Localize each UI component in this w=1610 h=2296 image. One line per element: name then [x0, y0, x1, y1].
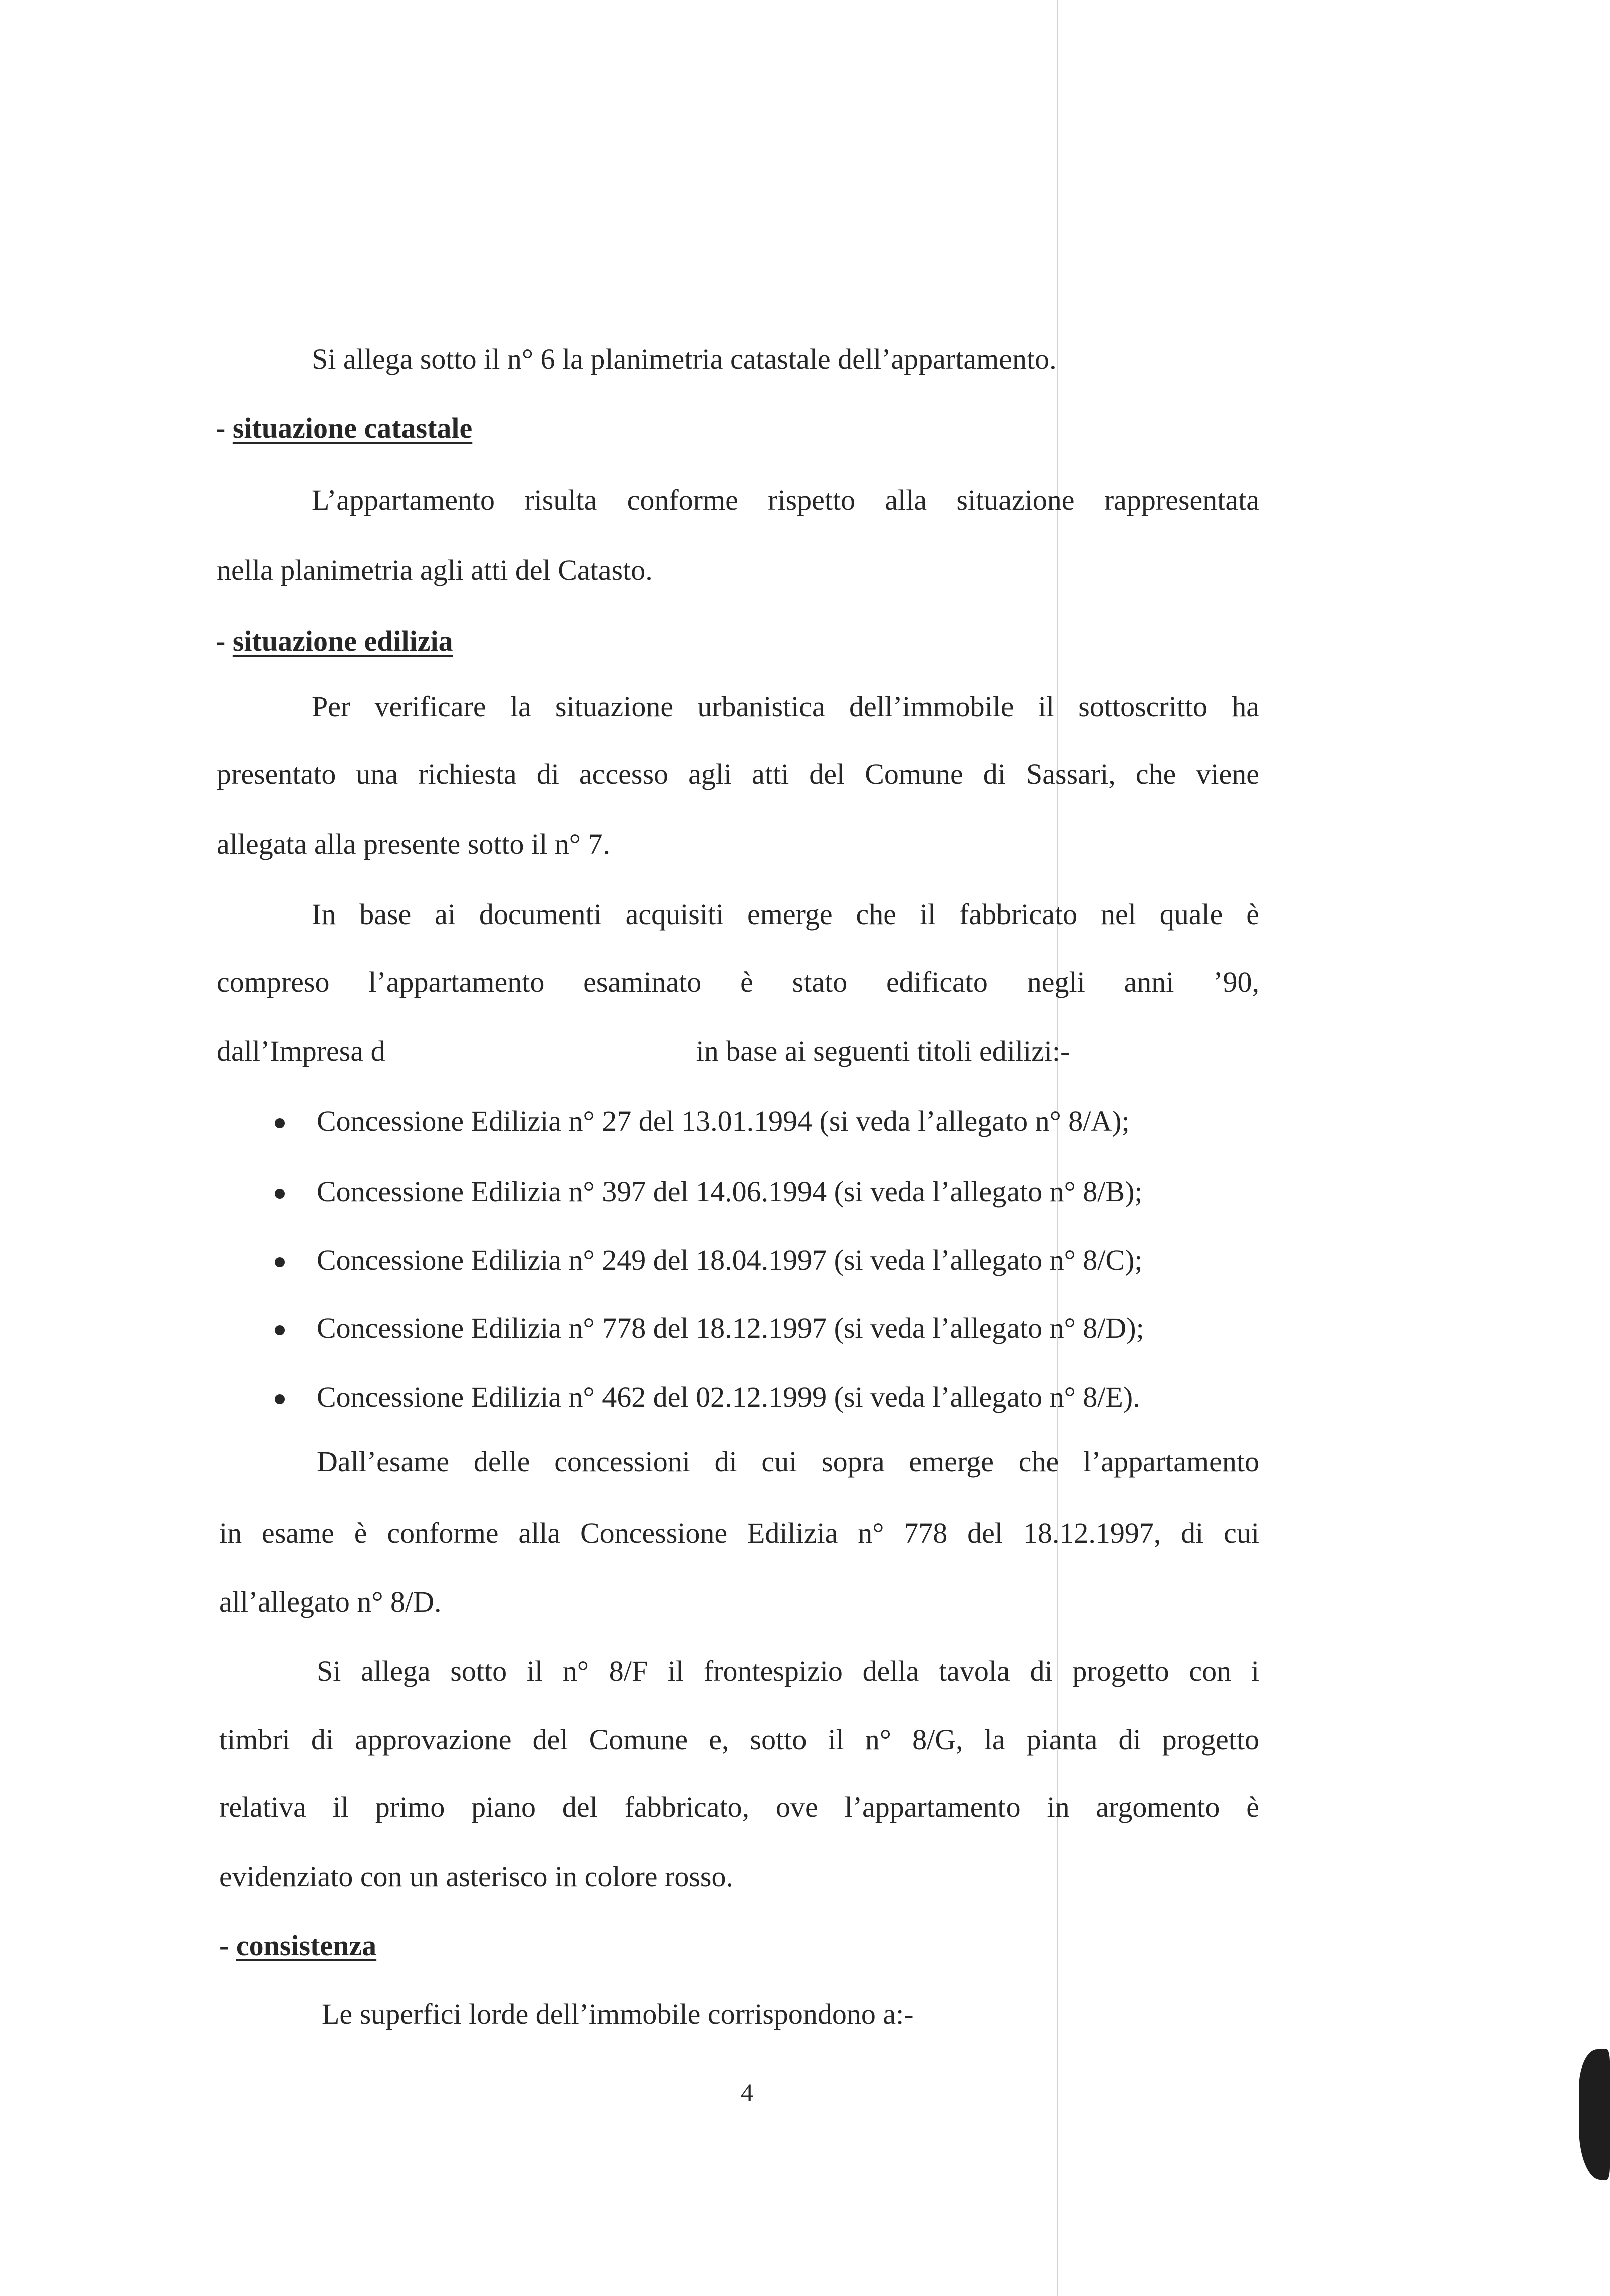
allega-line-2: timbri di approvazione del Comune e, sotto il n° 8/G, la pianta di progetto [219, 1723, 1259, 1756]
esame-line-1: Dall’esame delle concessioni di cui sopra emerge che l’appartamento [317, 1445, 1259, 1478]
edilizia-line-1: Per verificare la situazione urbanistica dell’immobile il sottoscritto ha [312, 690, 1259, 723]
heading-situazione-catastale: - situazione catastale [216, 412, 473, 444]
base-line-3: dall’Impresa d in base ai seguenti titoli edilizi:- [217, 1035, 1070, 1067]
bullet-icon [275, 1394, 285, 1404]
concessione-item-5: Concessione Edilizia n° 462 del 02.12.1999 (si veda l’allegato n° 8/E). [317, 1381, 1140, 1413]
bullet-icon [275, 1325, 285, 1335]
esame-line-2: in esame è conforme alla Concessione Edilizia n° 778 del 18.12.1997, di cui [219, 1517, 1259, 1549]
bullet-icon [275, 1257, 285, 1267]
concessione-item-3: Concessione Edilizia n° 249 del 18.04.1997 (si veda l’allegato n° 8/C); [317, 1244, 1143, 1276]
bullet-icon [275, 1189, 285, 1199]
edilizia-line-3: allegata alla presente sotto il n° 7. [217, 828, 610, 860]
allega-line-4: evidenziato con un asterisco in colore rosso. [219, 1860, 733, 1893]
catastale-line-2: nella planimetria agli atti del Catasto. [217, 554, 653, 586]
edilizia-line-2: presentato una richiesta di accesso agli atti del Comune di Sassari, che viene [217, 758, 1259, 790]
scan-edge-mark [1579, 2049, 1610, 2180]
concessione-item-1: Concessione Edilizia n° 27 del 13.01.1994 (si veda l’allegato n° 8/A); [317, 1105, 1130, 1137]
superfici-line: Le superfici lorde dell’immobile corrispondono a:- [322, 1998, 914, 2030]
heading-consistenza: - consistenza [219, 1929, 377, 1962]
base-line-2: compreso l’appartamento esaminato è stato edificato negli anni ’90, [217, 966, 1259, 998]
page-number: 4 [741, 2078, 753, 2106]
concessione-item-2: Concessione Edilizia n° 397 del 14.06.1994 (si veda l’allegato n° 8/B); [317, 1175, 1143, 1208]
heading-situazione-edilizia: - situazione edilizia [216, 625, 453, 657]
esame-line-3: all’allegato n° 8/D. [219, 1585, 442, 1618]
scan-fold-line [1057, 0, 1058, 2296]
allega-line-1: Si allega sotto il n° 8/F il frontespizio della tavola di progetto con i [317, 1655, 1259, 1687]
allega-line-3: relativa il primo piano del fabbricato, ove l’appartamento in argomento è [219, 1791, 1259, 1823]
paragraph-planimetria: Si allega sotto il n° 6 la planimetria catastale dell’appartamento. [312, 343, 1057, 375]
concessione-item-4: Concessione Edilizia n° 778 del 18.12.1997 (si veda l’allegato n° 8/D); [317, 1312, 1144, 1344]
bullet-icon [275, 1118, 285, 1128]
base-line-1: In base ai documenti acquisiti emerge che il fabbricato nel quale è [312, 898, 1259, 931]
catastale-line-1: L’appartamento risulta conforme rispetto alla situazione rappresentata [312, 484, 1259, 516]
